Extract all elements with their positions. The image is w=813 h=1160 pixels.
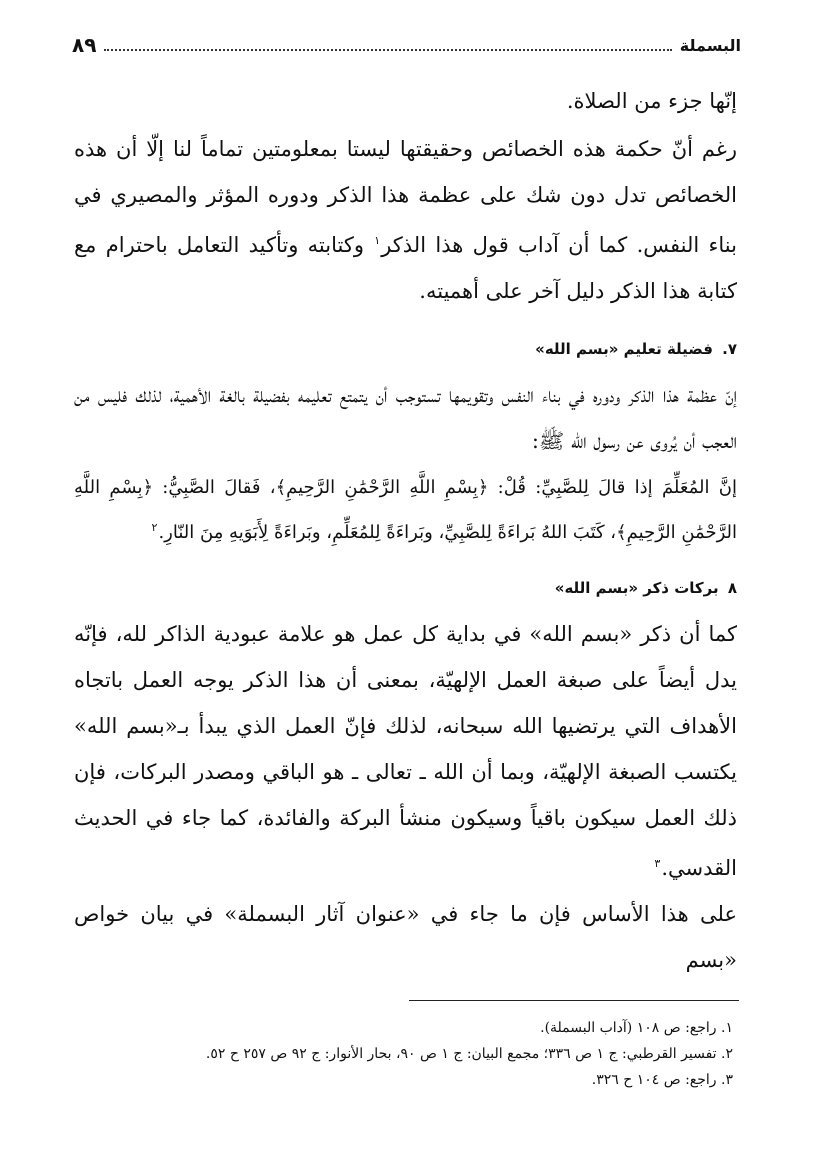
running-title: البسملة — [679, 35, 741, 55]
footnote-1: ١. راجع: ص ١٠٨ (آداب البسملة). — [540, 1020, 733, 1036]
section-number-8: ٨ — [727, 579, 737, 597]
paragraph-2-text-a: رغم أنّ حكمة هذه الخصائص وحقيقتها ليستا بمعلومتين تماماً لنا إلّا أن هذه الخصائص تدل دون شك على عظمة هذا الذكر ودوره المؤثر والمصيري في بناء النفس. كما أن آداب قول هذا الذكر — [74, 137, 737, 257]
paragraph-2 — [74, 126, 737, 314]
footnote-ref-2[interactable]: ٢ — [151, 521, 158, 534]
footnote-ref-1[interactable]: ١ — [374, 234, 381, 247]
paragraph-3: إنّ عظمة هذا الذكر ودوره في بناء النفس وتقويمها تستوجب أن يتمتع تعليمه بفضيلة بالغة الأهمية، لذلك فليس من العجب أن يُروى عن رسول الله ﷺ: — [74, 383, 737, 453]
paragraph-4 — [74, 611, 737, 891]
footnotes — [80, 1015, 733, 1093]
paragraph-2-text-b: وكتابته وتأكيد التعامل باحترام مع كتابة هذا الذكر دليل آخر على أهميته. — [74, 233, 737, 303]
section-title-8: بركات ذكر «بسم الله» — [554, 579, 719, 597]
paragraph-4-text: كما أن ذكر «بسم الله» في بداية كل عمل هو علامة عبودية الذاكر لله، فإنّه يدل أيضاً على صبغة العمل الإلهيّة، بمعنى أن هذا الذكر يوجه العمل باتجاه الأهداف التي يرتضيها الله سبحانه، لذلك فإنّ العمل الذي يبدأ بـ«بسم الله» يكتسب الصبغة الإلهيّة، وبما أن الله ـ تعالى ـ هو الباقي ومصدر البركات، فإن ذلك العمل سيكون باقياً وسيكون منشأ البركة والفائدة، كما جاء في الحديث القدسي. — [74, 622, 737, 880]
hadith-text: إنَّ المُعَلِّمَ إذا قالَ لِلصَّبِيِّ: قُلْ: ﴿بِسْمِ اللَّهِ الرَّحْمَٰنِ الرَّحِيمِ﴾، فَقالَ الصَّبِيُّ: ﴿بِسْمِ اللَّهِ الرَّحْمَٰنِ الرَّحِيمِ﴾، كَتَبَ اللهُ بَراءَةً لِلصَّبِيِّ، وبَراءَةً لِلمُعَلِّمِ، وبَراءَةً لِأَبَوَيهِ مِنَ النّارِ. — [74, 477, 738, 543]
footnote-ref-3[interactable]: ٣ — [654, 857, 661, 870]
main-text — [74, 78, 737, 983]
section-heading-7 — [74, 340, 737, 358]
dotted-leader — [104, 39, 671, 51]
footnote-3: ٣. راجع: ص ١٠٤ ح ٣٢٦. — [591, 1072, 733, 1088]
paragraph-1: إنّها جزء من الصلاة. — [566, 89, 737, 113]
paragraph-5: على هذا الأساس فإن ما جاء في «عنوان آثار البسملة» في بيان خواص «بسم — [74, 902, 737, 972]
section-title-7: فضيلة تعليم «بسم الله» — [535, 340, 713, 358]
section-number-7: ٧. — [722, 340, 737, 358]
section-heading-8 — [74, 579, 737, 597]
footnote-separator — [409, 1000, 739, 1001]
page-header — [72, 30, 741, 60]
hadith-quote — [74, 468, 737, 553]
page-number: ٨٩ — [72, 33, 97, 57]
footnote-2: ٢. تفسير القرطبي: ج ١ ص ٣٣٦؛ مجمع البيان: ج ١ ص ٩٠، بحار الأنوار: ج ٩٢ ص ٢٥٧ ح ٥٢. — [205, 1046, 733, 1062]
